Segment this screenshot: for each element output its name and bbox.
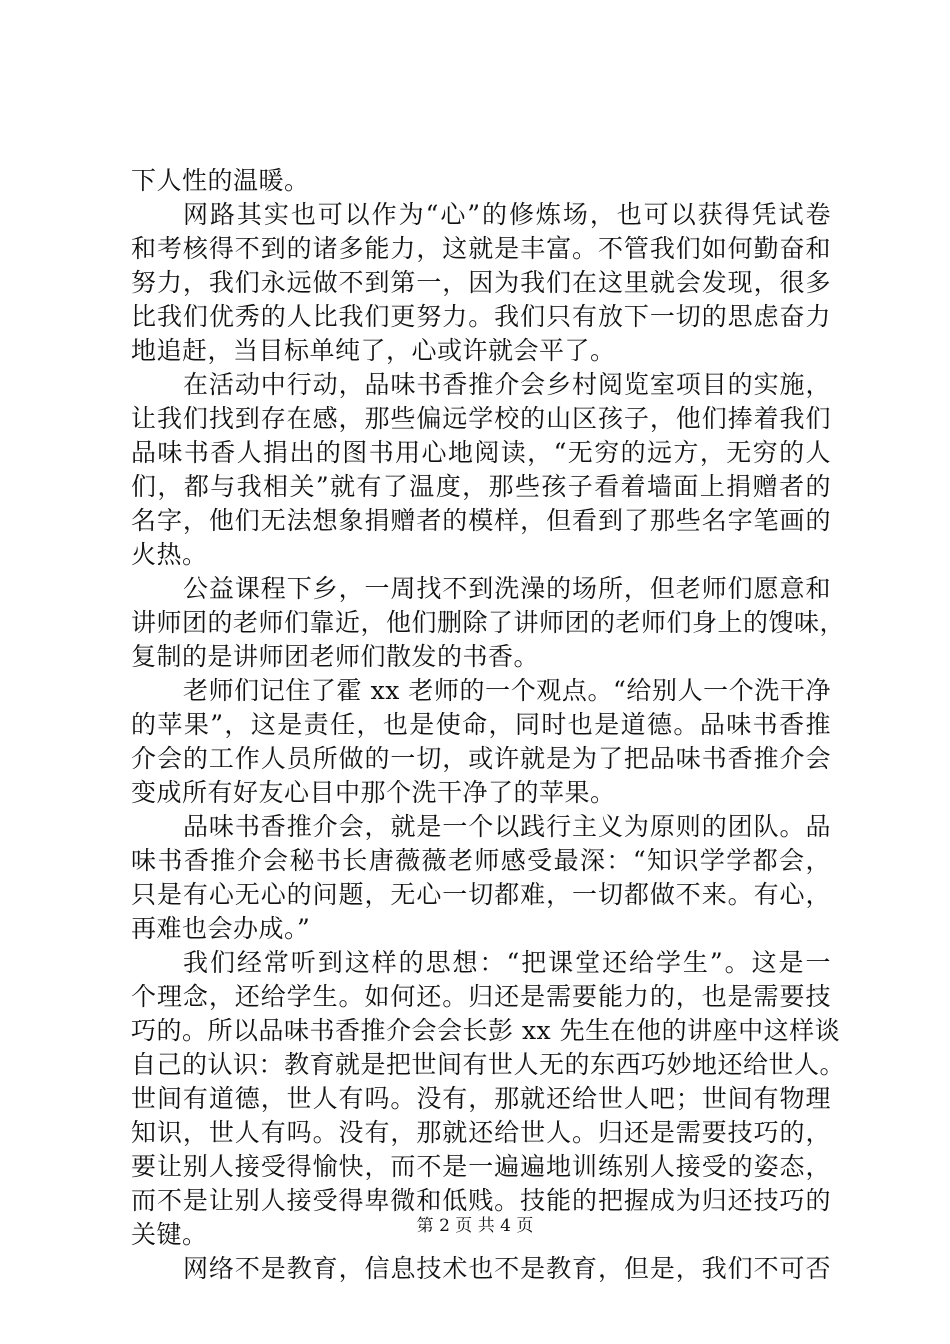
text-line: 的苹果”，这是责任，也是使命，同时也是道德。品味书香推 bbox=[131, 710, 831, 739]
text-line: 要让别人接受得愉快，而不是一遍遍地训练别人接受的姿态， bbox=[131, 1152, 831, 1181]
paragraph-start-line: 品味书香推介会，就是一个以践行主义为原则的团队。品 bbox=[183, 812, 831, 841]
text-line: 们，都与我相关”就有了温度，那些孩子看着墙面上捐赠者的 bbox=[131, 472, 831, 501]
text-line: 变成所有好友心目中那个洗干净了的苹果。 bbox=[131, 778, 616, 807]
text-line: 介会的工作人员所做的一切，或许就是为了把品味书香推介会 bbox=[131, 744, 831, 773]
text-line: 努力，我们永远做不到第一，因为我们在这里就会发现，很多 bbox=[131, 268, 831, 297]
text-line: 知识，世人有吗。没有，那就还给世人。归还是需要技巧的， bbox=[131, 1118, 831, 1147]
text-line: 关键。 bbox=[131, 1220, 208, 1249]
text-line: 让我们找到存在感，那些偏远学校的山区孩子，他们捧着我们 bbox=[131, 404, 831, 433]
paragraph-start-line: 网路其实也可以作为“心”的修炼场，也可以获得凭试卷 bbox=[183, 200, 831, 229]
text-line: 火热。 bbox=[131, 540, 208, 569]
text-line: 地追赶，当目标单纯了，心或许就会平了。 bbox=[131, 336, 616, 365]
text-line: 下人性的温暖。 bbox=[131, 166, 310, 195]
text-line: 只是有心无心的问题，无心一切都难，一切都做不来。有心， bbox=[131, 880, 831, 909]
paragraph-start-line: 公益课程下乡，一周找不到洗澡的场所，但老师们愿意和 bbox=[183, 574, 831, 603]
page-number-footer: 第 2 页 共 4 页 bbox=[416, 1216, 534, 1236]
text-line: 名字，他们无法想象捐赠者的模样，但看到了那些名字笔画的 bbox=[131, 506, 831, 535]
text-line: 和考核得不到的诸多能力，这就是丰富。不管我们如何勤奋和 bbox=[131, 234, 831, 263]
text-line: 世间有道德，世人有吗。没有，那就还给世人吧；世间有物理 bbox=[131, 1084, 831, 1113]
text-line: 讲师团的老师们靠近，他们删除了讲师团的老师们身上的馊味， bbox=[131, 608, 846, 637]
text-line: 比我们优秀的人比我们更努力。我们只有放下一切的思虑奋力 bbox=[131, 302, 831, 331]
body-text bbox=[131, 164, 846, 1286]
paragraph-start-line: 我们经常听到这样的思想：“把课堂还给学生”。这是一 bbox=[183, 948, 831, 977]
text-line: 味书香推介会秘书长唐薇薇老师感受最深：“知识学学都会， bbox=[131, 846, 831, 875]
text-line: 复制的是讲师团老师们散发的书香。 bbox=[131, 642, 540, 671]
text-line: 再难也会办成。” bbox=[131, 914, 311, 943]
text-line: 巧的。所以品味书香推介会会长彭 xx 先生在他的讲座中这样谈 bbox=[131, 1016, 841, 1045]
paragraph-start-line: 网络不是教育，信息技术也不是教育，但是，我们不可否 bbox=[183, 1254, 831, 1283]
text-line: 而不是让别人接受得卑微和低贱。技能的把握成为归还技巧的 bbox=[131, 1186, 831, 1215]
paragraph-start-line: 在活动中行动，品味书香推介会乡村阅览室项目的实施， bbox=[183, 370, 831, 399]
text-line: 自己的认识：教育就是把世间有世人无的东西巧妙地还给世人。 bbox=[131, 1050, 846, 1079]
text-line: 个理念，还给学生。如何还。归还是需要能力的，也是需要技 bbox=[131, 982, 831, 1011]
paragraph-start-line: 老师们记住了霍 xx 老师的一个观点。“给别人一个洗干净 bbox=[183, 676, 831, 705]
text-line: 品味书香人捐出的图书用心地阅读，“无穷的远方，无穷的人 bbox=[131, 438, 831, 467]
